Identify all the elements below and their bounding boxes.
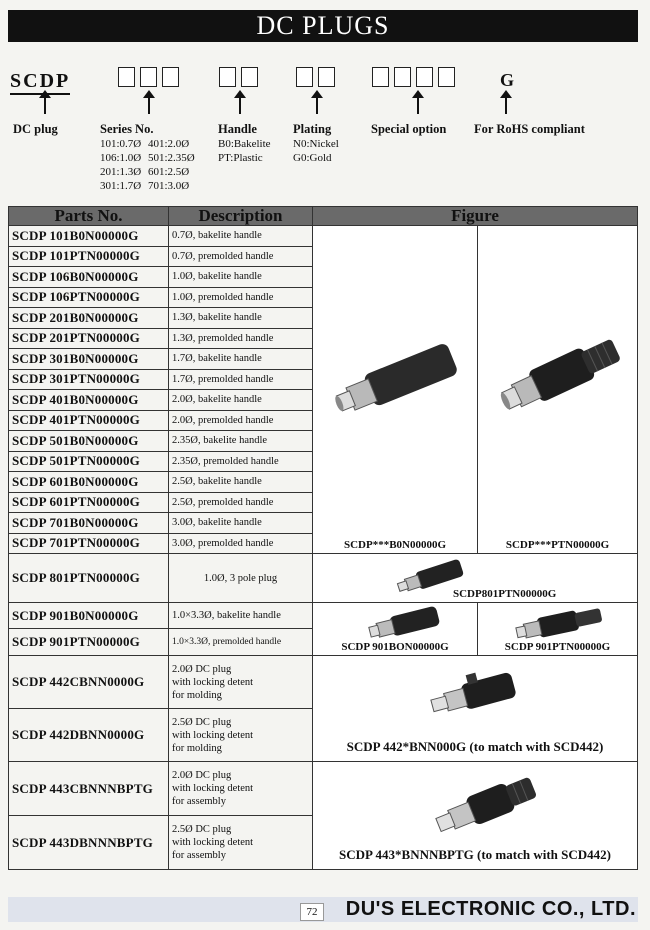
legend-rohs: For RoHS compliant xyxy=(474,122,585,136)
table-row xyxy=(9,603,638,629)
legend-series: Series No. 101:0.7Ø 401:2.0Ø 106:1.0Ø 501:2.35Ø 201:1.3Ø 601:2.5Ø 301:1.7Ø 701:3.0Ø xyxy=(100,122,195,192)
figure-801 xyxy=(313,554,638,603)
part-description: 1.7Ø, bakelite handle xyxy=(169,349,313,370)
part-description: 2.5Ø DC plug with locking detent for assembly xyxy=(169,816,313,870)
part-description: 1.0×3.3Ø, bakelite handle xyxy=(169,603,313,629)
arrow-icon xyxy=(148,96,150,114)
arrow-icon xyxy=(417,96,419,114)
table-row xyxy=(9,656,638,709)
premolded-plug-image xyxy=(484,326,634,426)
header-parts-no: Parts No. xyxy=(9,207,169,226)
premolded-plug-image xyxy=(510,606,606,642)
part-description: 2.0Ø DC plug with locking detent for molding xyxy=(169,656,313,709)
part-number: SCDP 201B0N00000G xyxy=(9,308,169,329)
part-description: 1.7Ø, premolded handle xyxy=(169,369,313,390)
company-logo: DU'S ELECTRONIC CO., LTD. xyxy=(345,898,636,920)
part-number: SCDP 501B0N00000G xyxy=(9,431,169,452)
part-number: SCDP 701PTN00000G xyxy=(9,533,169,554)
part-number: SCDP 601B0N00000G xyxy=(9,472,169,493)
arrow-icon xyxy=(505,96,507,114)
part-number: SCDP 901PTN00000G xyxy=(9,629,169,656)
part-number: SCDP 442CBNN0000G xyxy=(9,656,169,709)
legend-dc-plug: DC plug xyxy=(13,122,58,136)
locking-plug-image xyxy=(423,670,523,720)
figure-901-bakelite xyxy=(313,603,478,656)
part-number: SCDP 401B0N00000G xyxy=(9,390,169,411)
part-description: 2.35Ø, bakelite handle xyxy=(169,431,313,452)
legend-plating: Plating N0:Nickel G0:Gold xyxy=(293,122,339,164)
part-description: 1.3Ø, bakelite handle xyxy=(169,308,313,329)
part-description: 3.0Ø, bakelite handle xyxy=(169,513,313,534)
part-description: 1.0×3.3Ø, premolded handle xyxy=(169,629,313,656)
code-suffix: G xyxy=(500,70,517,90)
page-number: 72 xyxy=(300,903,324,921)
bakelite-plug-image xyxy=(363,606,443,642)
locking-plug-image xyxy=(423,772,543,842)
header-description: Description xyxy=(169,207,313,226)
part-number: SCDP 401PTN00000G xyxy=(9,410,169,431)
part-number: SCDP 901B0N00000G xyxy=(9,603,169,629)
figure-label: SCDP***PTN00000G xyxy=(505,539,610,551)
arrow-icon xyxy=(239,96,241,114)
page-title: DC PLUGS xyxy=(8,10,638,42)
part-description: 3.0Ø, premolded handle xyxy=(169,533,313,554)
table-row xyxy=(9,554,638,603)
part-number: SCDP 106B0N00000G xyxy=(9,267,169,288)
figure-premolded xyxy=(478,226,638,554)
parts-table xyxy=(8,206,638,870)
figure-442 xyxy=(313,656,638,762)
part-description: 2.0Ø, bakelite handle xyxy=(169,390,313,411)
part-number: SCDP 701B0N00000G xyxy=(9,513,169,534)
arrow-icon xyxy=(44,96,46,114)
figure-label: SCDP 901PTN00000G xyxy=(504,641,611,653)
part-description: 2.5Ø, bakelite handle xyxy=(169,472,313,493)
figure-label: SCDP***B0N00000G xyxy=(343,539,447,551)
part-number: SCDP 101PTN00000G xyxy=(9,246,169,267)
part-number: SCDP 442DBNN0000G xyxy=(9,709,169,762)
part-number: SCDP 201PTN00000G xyxy=(9,328,169,349)
part-description: 2.5Ø, premolded handle xyxy=(169,492,313,513)
figure-443 xyxy=(313,762,638,870)
figure-label: SCDP 901BON00000G xyxy=(341,641,449,653)
part-number: SCDP 601PTN00000G xyxy=(9,492,169,513)
part-description: 2.5Ø DC plug with locking detent for molding xyxy=(169,709,313,762)
part-description: 1.0Ø, bakelite handle xyxy=(169,267,313,288)
part-description: 1.0Ø, premolded handle xyxy=(169,287,313,308)
part-description: 2.0Ø, premolded handle xyxy=(169,410,313,431)
table-row xyxy=(9,762,638,816)
part-description: 1.0Ø, 3 pole plug xyxy=(169,554,313,603)
part-description: 2.0Ø DC plug with locking detent for assembly xyxy=(169,762,313,816)
part-number: SCDP 106PTN00000G xyxy=(9,287,169,308)
part-number: SCDP 501PTN00000G xyxy=(9,451,169,472)
legend-handle: Handle B0:Bakelite PT:Plastic xyxy=(218,122,271,164)
header-figure: Figure xyxy=(313,207,638,226)
legend-special-option: Special option xyxy=(371,122,447,136)
part-number: SCDP 301PTN00000G xyxy=(9,369,169,390)
bakelite-plug-image xyxy=(325,336,465,426)
part-number: SCDP 801PTN00000G xyxy=(9,554,169,603)
part-number: SCDP 443DBNNNBPTG xyxy=(9,816,169,870)
figure-label: SCDP 443*BNNNBPTG (to match with SCD442) xyxy=(339,847,611,862)
figure-label: SCDP 442*BNN000G (to match with SCD442) xyxy=(346,739,604,754)
part-description: 0.7Ø, bakelite handle xyxy=(169,226,313,247)
figure-bakelite xyxy=(313,226,478,554)
arrow-icon xyxy=(316,96,318,114)
figure-901-premolded xyxy=(478,603,638,656)
code-prefix: SCDP xyxy=(10,70,70,95)
part-number: SCDP 301B0N00000G xyxy=(9,349,169,370)
figure-label: SCDP801PTN00000G xyxy=(453,588,557,600)
table-row xyxy=(9,226,638,247)
part-number: SCDP 443CBNNNBPTG xyxy=(9,762,169,816)
part-number: SCDP 101B0N00000G xyxy=(9,226,169,247)
part-description: 1.3Ø, premolded handle xyxy=(169,328,313,349)
part-description: 2.35Ø, premolded handle xyxy=(169,451,313,472)
part-description: 0.7Ø, premolded handle xyxy=(169,246,313,267)
